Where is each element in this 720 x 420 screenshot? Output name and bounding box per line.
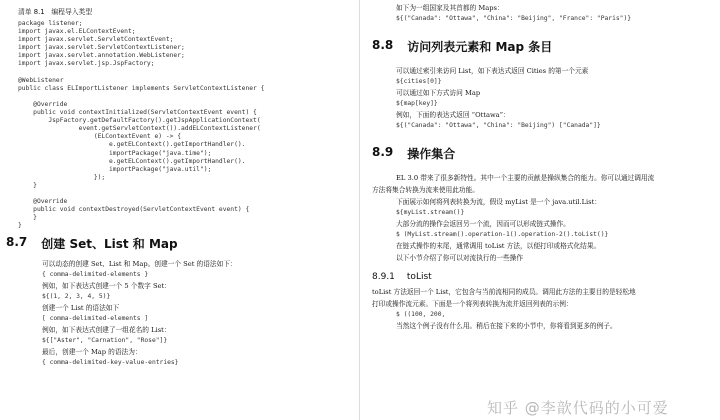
- section-heading-8-9: [372, 145, 710, 162]
- code-line: ${("Canada": "Ottawa", "China": "Beijing") ["Canada"]}: [396, 122, 601, 129]
- section-number: 8.9.1: [372, 272, 395, 282]
- paragraph: 可以通过如下方式访问 Map: [396, 89, 481, 97]
- paragraph: 例如，如下表达式创建一个 5 个数字 Set：: [42, 282, 171, 291]
- paragraph: 最后，创建一个 Map 的语法为：: [42, 348, 142, 357]
- section-8-8-body: [372, 65, 710, 131]
- code-line: @WebListener: [18, 76, 64, 84]
- paragraph: 以下小节介绍了你可以对流执行的一些操作: [396, 254, 524, 262]
- section-heading-8-8: [372, 38, 710, 55]
- code-line: [18, 69, 349, 77]
- paragraph: toList 方法返回一个 List，它包含与当前流相同的成员。调用此方法的主要目的是轻松地: [372, 288, 636, 296]
- code-line: import javax.servlet.jsp.JspFactory;: [18, 60, 155, 68]
- code-line: }: [18, 214, 37, 222]
- code-line: });: [18, 173, 106, 181]
- section-8-9-body: [372, 196, 710, 264]
- code-line: ${(1, 2, 3, 4, 5)}: [42, 293, 111, 301]
- code-listing: [18, 20, 349, 230]
- section-number: 8.9: [372, 145, 394, 159]
- watermark: 知乎 @李歆代码的小可爱: [487, 399, 669, 417]
- code-line: [ comma-delimited-elements ]: [42, 315, 149, 323]
- paragraph: 在链式操作的末尾，通常调用 toList 方法，以便打印或格式化结果。: [396, 242, 601, 250]
- code-line: public void contextInitialized(ServletContextEvent event) {: [18, 109, 257, 117]
- top-text: 如下为一组国家及其首都的 Maps：: [396, 4, 504, 12]
- right-page: [360, 0, 720, 420]
- section-title: 操作集合: [407, 147, 456, 161]
- code-line: [18, 93, 349, 101]
- code-line: public void contextDestroyed(ServletContextEvent event) {: [18, 206, 250, 214]
- code-line: import javax.el.ELContextEvent;: [18, 28, 136, 36]
- paragraph-continued: 打印或操作流元素。下面是一个将列表转换为流并返回列表的示例：: [372, 300, 573, 308]
- paragraph: 大部分流的操作会返回另一个流，因而可以形成链式操作。: [396, 220, 570, 228]
- section-title: 创建 Set、List 和 Map: [41, 237, 178, 252]
- code-line: importPackage("java.util");: [18, 165, 212, 173]
- code-line: ${map[key]}: [396, 100, 438, 107]
- code-line: public class ELImportListener implements ServletContextListener {: [18, 84, 265, 92]
- paragraph: 可以通过索引来访问 List，如下表达式返回 Cities 的第一个元素: [396, 67, 589, 75]
- code-line: [18, 190, 349, 198]
- code-line: import javax.servlet.ServletContextEvent;: [18, 36, 174, 44]
- code-line: @Override: [18, 100, 68, 108]
- code-line: ${myList.stream()}: [396, 209, 465, 216]
- code-line: (ELContextEvent e) -> {: [18, 133, 182, 141]
- code-line: import javax.servlet.annotation.WebListener;: [18, 52, 185, 60]
- code-line: @Override: [18, 198, 68, 206]
- code-line: $ ((100, 200,: [396, 311, 450, 318]
- paragraph: 下面展示如何将列表转换为流，假设 myList 是一个 java.util.List：: [396, 198, 601, 206]
- code-line: ${cities[0]}: [396, 78, 442, 85]
- paragraph: 可以动态的创建 Set、List 和 Map。创建一个 Set 的语法如下：: [42, 260, 237, 269]
- paragraph-continued: 方法将集合转换为流来使用此功能。: [372, 186, 479, 194]
- code-line: }: [18, 222, 22, 230]
- section-heading-8-7: [6, 235, 349, 252]
- code-line: JspFactory.getDefaultFactory().getJspApplicationContext(: [18, 117, 261, 125]
- section-8-7-body: [18, 258, 349, 368]
- paragraph: 创建一个 List 的语法如下: [42, 304, 120, 313]
- code-line: e.getELContext().getImportHandler().: [18, 141, 246, 149]
- listing-caption: 清单 8.1 编程导入类型: [18, 8, 93, 16]
- section-number: 8.8: [372, 38, 394, 52]
- code-line: { comma-delimited-elements }: [42, 271, 149, 279]
- paragraph: 例如，如下表达式创建了一组花名的 List：: [42, 326, 171, 335]
- code-line: import javax.servlet.ServletContextListener;: [18, 44, 185, 52]
- section-heading-8-9-1: [372, 272, 710, 282]
- paragraph: EL 3.0 带来了很多新特性。其中一个主要的贡献是操纵集合的能力。你可以通过调用流: [396, 174, 655, 182]
- section-title: toList: [406, 272, 432, 282]
- paragraph: 当然这个例子没有什么用。稍后在接下来的小节中，你将看到更多的例子。: [396, 322, 617, 330]
- code-line: importPackage("java.time");: [18, 149, 212, 157]
- top-code: ${("Canada": "Ottawa", "China": "Beijing", "France": "Paris")}: [396, 15, 632, 22]
- code-line: event.getServletContext()).addELContextListener(: [18, 125, 261, 133]
- code-line: e.getELContext().getImportHandler().: [18, 157, 246, 165]
- code-line: }: [18, 181, 37, 189]
- section-number: 8.7: [6, 235, 28, 250]
- code-line: ${["Aster", "Carnation", "Rose"]}: [42, 337, 168, 345]
- code-line: { comma-delimited-key-value-entries}: [42, 359, 179, 367]
- code-line: package listener;: [18, 20, 83, 27]
- paragraph: 例如，下面的表达式返回 “Ottawa”：: [396, 111, 510, 119]
- section-title: 访问列表元素和 Map 条目: [407, 40, 553, 54]
- code-line: $ (MyList.stream().operation-1().operation-2().toList()}: [396, 231, 609, 238]
